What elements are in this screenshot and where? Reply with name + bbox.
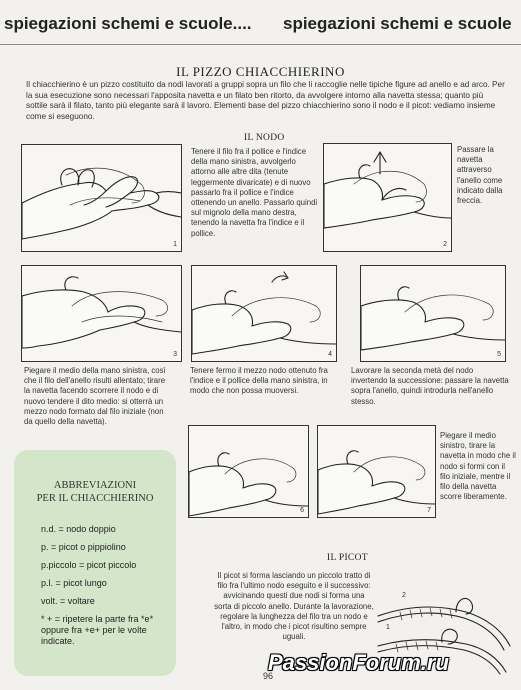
header-divider [0, 44, 521, 45]
section-heading-nodo: IL NODO [244, 133, 285, 143]
step-2-text: Passare la navetta attraverso l'anello come indicato dalla freccia. [457, 145, 503, 206]
abbreviations-title-line1: ABBREVIAZIONI [53, 480, 137, 491]
figure-number: 3 [173, 351, 177, 358]
figure-number: 6 [300, 507, 304, 514]
abbreviations-box [14, 450, 176, 676]
running-header [0, 14, 521, 44]
figure-5 [360, 265, 506, 362]
picot-diagram-label: 1 [386, 624, 390, 631]
hands-illustration-7 [318, 426, 435, 517]
abbreviations-title-line2: PER IL CHIACCHIERINO [36, 493, 154, 504]
hands-illustration-3 [22, 266, 181, 361]
figure-2 [323, 143, 452, 252]
header-left: spiegazioni schemi e scuole.... [4, 14, 252, 33]
step-3-text: Piegare il medio della mano sinistra, così che il filo dell'anello risulti allentato; tirare la navetta facendo scorrere il nodo e di nuovo tendere il dito medio: si otterrà un mezzo nodo formato dal filo iniziale (non da quello della navetta). [24, 366, 166, 427]
hands-illustration-5 [361, 266, 505, 361]
figure-number: 4 [328, 351, 332, 358]
abbreviation-item: n.d. = nodo doppio [41, 524, 116, 534]
abbreviation-item: volt. = voltare [41, 596, 95, 606]
abbreviation-item: p.piccolo = picot piccolo [41, 560, 137, 570]
hands-illustration-6 [189, 426, 308, 517]
figure-7 [317, 425, 436, 518]
abbreviation-item: * + = ripetere la parte fra *e* [41, 614, 154, 624]
figure-4 [191, 265, 337, 362]
abbreviation-item: p. = picot o pippiolino [41, 542, 126, 552]
hands-illustration-4 [192, 266, 336, 361]
step-1-text: Tenere il filo fra il pollice e l'indice della mano sinistra, avvolgerlo attorno alle altre dita (tenute leggermente divaricate) e di nuovo passarlo fra il pollice e l'indice ottenendo un anello. Passarlo quindi sul mignolo della mano destra, tenendo la navetta fra l'indice e il pollice. [191, 147, 318, 238]
figure-1 [21, 144, 182, 252]
abbreviation-item: indicate. [41, 636, 75, 646]
figure-6 [188, 425, 309, 518]
intro-paragraph: Il chiacchierino è un pizzo costituito da nodi lavorati a gruppi sopra un filo che li raccoglie nelle tipiche figure ad anello e ad arco. Per la sua esecuzione sono necessari l'apposita navetta e un filato ben ritorto, da avvolgere intorno alla navetta stessa; quanto più sottile sarà il filato, tanto più elegante sarà il lavoro. Elementi base del pizzo chiacchierino sono il nodo e il picot: vediamo insieme come si eseguono. [26, 80, 505, 121]
page-title: IL PIZZO CHIACCHIERINO [176, 64, 345, 79]
site-watermark: PassionForum.ru [268, 650, 449, 675]
figure-3 [21, 265, 182, 362]
step-5-text: Lavorare la seconda metà del nodo invertendo la successione: passare la navetta sopra l'anello, quindi introdurla nell'anello stesso. [351, 366, 509, 406]
figure-number: 5 [497, 351, 501, 358]
step-6-7-text: Piegare il medio sinistro, tirare la navetta in modo che il nodo si formi con il filo iniziale, mentre il filo della navetta scorre liberamente. [440, 431, 516, 502]
picot-text: Il picot si forma lasciando un piccolo tratto di filo fra l'ultimo nodo eseguito e il successivo: avvicinando questi due nodi si forma una sorta di piccolo anello. Durante la lavorazione, regolare la lunghezza del filo tra un nodo e l'altro, in modo che i picot risultino sempre uguali. [214, 571, 374, 642]
hands-illustration-1 [22, 145, 181, 251]
step-4-text: Tenere fermo il mezzo nodo ottenuto fra l'indice e il pollice della mano sinistra, in modo che non possa muoversi. [190, 366, 328, 396]
abbreviation-item: oppure fra +e+ per le volte [41, 625, 147, 635]
section-heading-picot: IL PICOT [327, 553, 368, 563]
hands-illustration-2 [324, 144, 451, 251]
figure-number: 2 [443, 241, 447, 248]
header-right: spiegazioni schemi e scuole [283, 14, 512, 33]
figure-number: 7 [427, 507, 431, 514]
page-number: 96 [263, 671, 274, 681]
figure-number: 1 [173, 241, 177, 248]
abbreviation-item: p.l. = picot lungo [41, 578, 107, 588]
picot-diagram-label: 2 [402, 592, 406, 599]
